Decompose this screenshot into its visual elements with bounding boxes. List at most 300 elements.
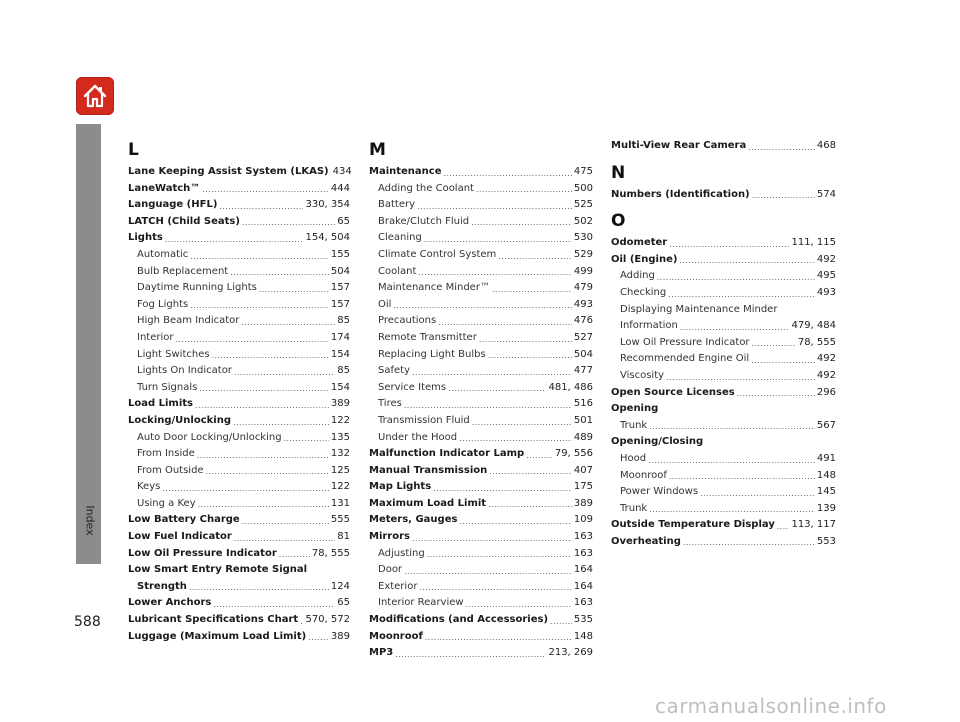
- index-entry[interactable]: [128, 214, 350, 231]
- dot-leader: [213, 598, 335, 612]
- index-column-1: [128, 138, 350, 645]
- page-reference[interactable]: 157: [330, 298, 350, 310]
- index-entry[interactable]: [128, 264, 350, 281]
- index-entry[interactable]: [611, 351, 836, 368]
- index-term: Climate Control System: [378, 248, 497, 260]
- index-term: Door: [378, 564, 403, 576]
- index-entry[interactable]: [128, 496, 350, 513]
- dot-leader: [680, 321, 790, 335]
- page-reference[interactable]: 157: [330, 282, 350, 294]
- page-reference[interactable]: 78, 555: [797, 336, 836, 348]
- page-reference[interactable]: 504: [330, 265, 350, 277]
- index-term: Low Smart Entry Remote Signal: [128, 564, 308, 576]
- index-entry[interactable]: [369, 347, 593, 364]
- dot-leader: [488, 498, 572, 512]
- page-reference[interactable]: 502: [573, 215, 593, 227]
- dot-leader: [476, 183, 572, 197]
- index-entry[interactable]: [611, 534, 836, 551]
- section-heading: N: [611, 162, 626, 183]
- page-reference[interactable]: 154: [330, 348, 350, 360]
- dot-leader: [737, 387, 815, 401]
- section-heading: L: [128, 140, 139, 160]
- page-reference[interactable]: 481, 486: [548, 381, 593, 393]
- index-entry[interactable]: [128, 612, 350, 629]
- page-reference[interactable]: 389: [330, 398, 350, 410]
- page-reference[interactable]: 491: [816, 452, 836, 464]
- dot-leader: [233, 416, 329, 430]
- index-term: Information: [620, 320, 678, 332]
- index-term: Trunk: [620, 419, 648, 431]
- index-entry[interactable]: [128, 512, 350, 529]
- index-term: Locking/Unlocking: [128, 414, 231, 426]
- index-entry[interactable]: [128, 479, 350, 496]
- dot-leader: [308, 631, 329, 645]
- index-entry[interactable]: [128, 396, 350, 413]
- index-entry[interactable]: [611, 501, 836, 518]
- dot-leader: [425, 631, 572, 645]
- index-term: Using a Key: [137, 497, 196, 509]
- index-term: Trunk: [620, 502, 648, 514]
- index-entry[interactable]: [128, 629, 350, 646]
- dot-leader: [471, 216, 572, 230]
- index-entry[interactable]: [369, 413, 593, 430]
- page-reference[interactable]: 154: [330, 381, 350, 393]
- dot-leader: [479, 333, 572, 347]
- page-reference[interactable]: 475: [573, 166, 593, 177]
- index-entry[interactable]: [128, 413, 350, 430]
- dot-leader: [189, 581, 329, 595]
- dot-leader: [419, 581, 571, 595]
- index-term: Numbers (Identification): [611, 188, 750, 200]
- page-reference[interactable]: 122: [330, 414, 350, 426]
- index-term: Lights: [128, 232, 163, 244]
- dot-leader: [649, 420, 815, 434]
- dot-leader: [395, 648, 546, 662]
- page-reference[interactable]: 111, 115: [791, 237, 836, 249]
- index-entry[interactable]: [128, 529, 350, 546]
- index-term: Viscosity: [620, 369, 665, 381]
- dot-leader: [284, 432, 329, 446]
- index-entry[interactable]: [369, 297, 593, 314]
- dot-leader: [175, 333, 328, 347]
- index-term: LaneWatch™: [128, 182, 201, 194]
- index-term: Odometer: [611, 237, 668, 249]
- index-entry[interactable]: [611, 335, 836, 352]
- page-reference[interactable]: 468: [816, 140, 836, 151]
- dot-leader: [648, 454, 815, 468]
- page-reference[interactable]: 499: [573, 265, 593, 277]
- page-reference[interactable]: 122: [330, 481, 350, 493]
- index-entry[interactable]: [128, 247, 350, 264]
- index-entry[interactable]: [128, 181, 350, 198]
- dot-leader: [669, 470, 815, 484]
- index-term: Low Oil Pressure Indicator: [620, 336, 750, 348]
- dot-leader: [444, 167, 572, 181]
- index-term: Malfunction Indicator Lamp: [369, 448, 525, 460]
- index-entry[interactable]: [128, 579, 350, 596]
- dot-leader: [195, 399, 329, 413]
- index-entry[interactable]: [369, 280, 593, 297]
- page-reference[interactable]: 296: [816, 386, 836, 398]
- index-entry[interactable]: [611, 138, 836, 155]
- index-entry[interactable]: [369, 313, 593, 330]
- index-term: Adding the Coolant: [378, 182, 474, 194]
- index-term: Map Lights: [369, 481, 432, 493]
- index-term: Moonroof: [620, 469, 667, 481]
- index-term: Modifications (and Accessories): [369, 614, 549, 626]
- index-term: Cleaning: [378, 232, 422, 244]
- page-reference[interactable]: 493: [816, 286, 836, 298]
- page-reference[interactable]: 530: [573, 232, 593, 244]
- dot-leader: [668, 288, 815, 302]
- home-button[interactable]: [76, 77, 114, 115]
- index-entry[interactable]: [369, 396, 593, 413]
- index-entry[interactable]: [369, 612, 593, 629]
- index-entry[interactable]: [369, 330, 593, 347]
- dot-leader: [492, 283, 572, 297]
- index-term: Language (HFL): [128, 199, 218, 211]
- dot-leader: [206, 465, 329, 479]
- index-term: Remote Transmitter: [378, 331, 477, 343]
- dot-leader: [202, 183, 329, 197]
- index-entry[interactable]: [369, 529, 593, 546]
- index-tab[interactable]: [76, 124, 101, 564]
- index-tab-label: [80, 500, 100, 540]
- dot-leader: [489, 465, 572, 479]
- index-entry[interactable]: [369, 595, 593, 612]
- index-entry[interactable]: [369, 645, 593, 662]
- index-entry[interactable]: [369, 230, 593, 247]
- dot-leader: [679, 254, 814, 268]
- index-entry[interactable]: [369, 463, 593, 480]
- index-term: Outside Temperature Display: [611, 519, 775, 531]
- index-term: Strength: [137, 580, 187, 592]
- index-term: Keys: [137, 481, 161, 493]
- page-reference[interactable]: 476: [573, 315, 593, 327]
- index-term: Maintenance: [369, 166, 442, 177]
- index-entry[interactable]: [369, 264, 593, 281]
- page-reference[interactable]: 164: [573, 580, 593, 592]
- index-term: Precautions: [378, 315, 437, 327]
- dot-leader: [550, 615, 572, 629]
- dot-leader: [199, 382, 329, 396]
- page-reference[interactable]: 444: [330, 182, 350, 194]
- dot-leader: [219, 200, 303, 214]
- index-entry[interactable]: [611, 468, 836, 485]
- index-entry[interactable]: [369, 546, 593, 563]
- page-reference[interactable]: 85: [337, 315, 350, 327]
- page-reference[interactable]: 85: [337, 365, 350, 377]
- page-reference[interactable]: 124: [330, 580, 350, 592]
- index-term: Moonroof: [369, 630, 423, 642]
- page-reference[interactable]: 492: [816, 353, 836, 365]
- index-column-2: [369, 138, 593, 662]
- index-entry[interactable]: [611, 385, 836, 402]
- page-reference[interactable]: 174: [330, 331, 350, 343]
- index-entry[interactable]: [128, 546, 350, 563]
- page-reference[interactable]: 155: [330, 248, 350, 260]
- index-term: Low Battery Charge: [128, 514, 240, 526]
- dot-leader: [526, 449, 553, 463]
- index-entry[interactable]: [369, 496, 593, 513]
- page-reference[interactable]: 553: [816, 535, 836, 547]
- index-term: Lane Keeping Assist System (LKAS): [128, 166, 329, 177]
- index-entry[interactable]: [369, 363, 593, 380]
- page-reference[interactable]: 389: [330, 630, 350, 642]
- index-term: Multi-View Rear Camera: [611, 140, 747, 151]
- index-term: From Inside: [137, 448, 195, 460]
- page-reference[interactable]: 81: [337, 531, 350, 543]
- page-reference[interactable]: 163: [573, 597, 593, 609]
- index-term: Oil (Engine): [611, 253, 678, 265]
- section-heading: O: [611, 211, 626, 232]
- page-reference[interactable]: 213, 269: [548, 647, 593, 659]
- index-entry[interactable]: [128, 430, 350, 447]
- dot-leader: [427, 548, 572, 562]
- dot-leader: [752, 337, 796, 351]
- index-term: Manual Transmission: [369, 464, 488, 476]
- page-reference[interactable]: 154, 504: [305, 232, 350, 244]
- page-reference[interactable]: 516: [573, 398, 593, 410]
- dot-leader: [300, 615, 303, 629]
- index-term: Power Windows: [620, 486, 699, 498]
- page-reference[interactable]: 65: [337, 597, 350, 609]
- index-term: MP3: [369, 647, 394, 659]
- dot-leader: [190, 299, 329, 313]
- page-reference[interactable]: 163: [573, 547, 593, 559]
- index-entry[interactable]: [369, 181, 593, 198]
- page-reference[interactable]: 500: [573, 182, 593, 194]
- index-entry[interactable]: [611, 187, 836, 204]
- index-term: Overheating: [611, 535, 681, 547]
- page-reference[interactable]: 434: [332, 166, 352, 177]
- page-reference[interactable]: 527: [573, 331, 593, 343]
- page-reference[interactable]: 175: [573, 481, 593, 493]
- page-reference[interactable]: 495: [816, 270, 836, 282]
- page-reference[interactable]: 525: [573, 199, 593, 211]
- index-term: Interior Rearview: [378, 597, 464, 609]
- index-entry[interactable]: [128, 446, 350, 463]
- index-entry[interactable]: [369, 446, 593, 463]
- dot-leader: [433, 482, 572, 496]
- dot-leader: [424, 233, 572, 247]
- index-term: Exterior: [378, 580, 418, 592]
- dot-leader: [438, 316, 572, 330]
- dot-leader: [234, 532, 335, 546]
- index-entry[interactable]: [611, 451, 836, 468]
- watermark: carmanualsonline.info: [655, 694, 887, 718]
- index-term: Automatic: [137, 248, 189, 260]
- dot-leader: [230, 266, 329, 280]
- index-term: Bulb Replacement: [137, 265, 229, 277]
- index-term: Service Items: [378, 381, 447, 393]
- home-icon: [81, 82, 109, 110]
- index-term: Coolant: [378, 265, 417, 277]
- index-term: Displaying Maintenance Minder: [620, 303, 778, 315]
- index-term: Auto Door Locking/Unlocking: [137, 431, 282, 443]
- index-entry[interactable]: [369, 430, 593, 447]
- index-term: LATCH (Child Seats): [128, 215, 240, 227]
- index-entry[interactable]: [128, 347, 350, 364]
- index-term: Low Fuel Indicator: [128, 531, 232, 543]
- dot-leader: [190, 250, 329, 264]
- dot-leader: [700, 487, 815, 501]
- dot-leader: [412, 532, 572, 546]
- index-entry[interactable]: [369, 380, 593, 397]
- page-reference[interactable]: 139: [816, 502, 836, 514]
- index-entry[interactable]: [369, 562, 593, 579]
- index-term: Adding: [620, 270, 655, 282]
- index-entry[interactable]: [611, 434, 836, 451]
- dot-leader: [242, 216, 335, 230]
- index-term: Lower Anchors: [128, 597, 212, 609]
- index-entry[interactable]: [128, 297, 350, 314]
- dot-leader: [748, 141, 815, 155]
- dot-leader: [683, 536, 815, 550]
- page-reference[interactable]: 78, 555: [311, 547, 350, 559]
- index-term: Tires: [378, 398, 402, 410]
- page-reference[interactable]: 501: [573, 414, 593, 426]
- index-term: Hood: [620, 452, 647, 464]
- index-term: High Beam Indicator: [137, 315, 240, 327]
- page-reference[interactable]: 477: [573, 365, 593, 377]
- index-entry[interactable]: [369, 629, 593, 646]
- index-entry[interactable]: [611, 235, 836, 252]
- dot-leader: [669, 238, 789, 252]
- index-entry[interactable]: [611, 268, 836, 285]
- index-entry[interactable]: [128, 463, 350, 480]
- index-entry[interactable]: [611, 285, 836, 302]
- page-reference[interactable]: 493: [573, 298, 593, 310]
- index-entry[interactable]: [128, 363, 350, 380]
- index-label-text: Index: [83, 504, 97, 536]
- dot-leader: [198, 498, 329, 512]
- index-entry[interactable]: [128, 164, 350, 181]
- index-term: Safety: [378, 365, 410, 377]
- page-reference[interactable]: 389: [573, 497, 593, 509]
- dot-leader: [498, 250, 572, 264]
- page-reference[interactable]: 489: [573, 431, 593, 443]
- dot-leader: [657, 271, 815, 285]
- page-reference[interactable]: 135: [330, 431, 350, 443]
- index-entry[interactable]: [611, 418, 836, 435]
- page-reference[interactable]: 479, 484: [791, 320, 836, 332]
- page-reference[interactable]: 492: [816, 369, 836, 381]
- index-entry[interactable]: [369, 247, 593, 264]
- index-term: From Outside: [137, 464, 204, 476]
- dot-leader: [393, 299, 571, 313]
- page-reference[interactable]: 132: [330, 448, 350, 460]
- index-entry[interactable]: [611, 302, 836, 319]
- page-reference[interactable]: 113, 117: [791, 519, 836, 531]
- index-term: Brake/Clutch Fluid: [378, 215, 470, 227]
- dot-leader: [488, 349, 572, 363]
- index-entry[interactable]: [369, 164, 593, 181]
- index-term: Open Source Licenses: [611, 386, 735, 398]
- page-reference[interactable]: 148: [573, 630, 593, 642]
- index-entry[interactable]: [611, 318, 836, 335]
- page-reference[interactable]: 330, 354: [305, 199, 350, 211]
- page-reference[interactable]: 574: [816, 188, 836, 200]
- dot-leader: [279, 548, 310, 562]
- page-reference[interactable]: 407: [573, 464, 593, 476]
- page-reference[interactable]: 535: [573, 614, 593, 626]
- index-term: Opening: [611, 403, 659, 415]
- page-reference[interactable]: 125: [330, 464, 350, 476]
- index-entry[interactable]: [128, 562, 350, 579]
- index-entry[interactable]: [611, 484, 836, 501]
- dot-leader: [751, 354, 815, 368]
- index-entry[interactable]: [128, 197, 350, 214]
- index-entry[interactable]: [128, 313, 350, 330]
- index-entry[interactable]: [611, 368, 836, 385]
- index-entry[interactable]: [369, 214, 593, 231]
- index-term: Maintenance Minder™: [378, 282, 490, 294]
- page-reference[interactable]: 131: [330, 497, 350, 509]
- index-entry[interactable]: [369, 479, 593, 496]
- index-entry[interactable]: [611, 401, 836, 418]
- page-reference[interactable]: 567: [816, 419, 836, 431]
- index-entry[interactable]: [128, 380, 350, 397]
- dot-leader: [666, 371, 815, 385]
- index-term: Opening/Closing: [611, 436, 704, 448]
- dot-leader: [404, 565, 572, 579]
- index-term: Under the Hood: [378, 431, 458, 443]
- index-entry[interactable]: [369, 197, 593, 214]
- dot-leader: [752, 189, 815, 203]
- page-reference[interactable]: 479: [573, 282, 593, 294]
- index-term: Adjusting: [378, 547, 425, 559]
- index-entry[interactable]: [128, 280, 350, 297]
- page-reference[interactable]: 570, 572: [305, 614, 350, 626]
- page-reference[interactable]: 529: [573, 248, 593, 260]
- page-reference[interactable]: 164: [573, 564, 593, 576]
- dot-leader: [404, 399, 572, 413]
- dot-leader: [418, 266, 572, 280]
- dot-leader: [259, 283, 329, 297]
- index-entry[interactable]: [369, 579, 593, 596]
- index-term: Maximum Load Limit: [369, 497, 487, 509]
- index-entry[interactable]: [128, 330, 350, 347]
- dot-leader: [242, 515, 329, 529]
- index-term: Low Oil Pressure Indicator: [128, 547, 277, 559]
- index-term: Interior: [137, 331, 174, 343]
- section-heading: M: [369, 140, 386, 160]
- page-reference[interactable]: 79, 556: [554, 448, 593, 460]
- index-term: Load Limits: [128, 398, 194, 410]
- index-entry[interactable]: [611, 517, 836, 534]
- page-reference[interactable]: 148: [816, 469, 836, 481]
- dot-leader: [417, 200, 572, 214]
- page-reference[interactable]: 504: [573, 348, 593, 360]
- page-reference[interactable]: 109: [573, 514, 593, 526]
- index-term: Battery: [378, 199, 416, 211]
- page-reference[interactable]: 492: [816, 253, 836, 265]
- page-number: 588: [74, 614, 101, 630]
- index-entry[interactable]: [128, 595, 350, 612]
- index-term: Lights On Indicator: [137, 365, 232, 377]
- dot-leader: [234, 366, 335, 380]
- page-reference[interactable]: 163: [573, 531, 593, 543]
- index-entry[interactable]: [369, 512, 593, 529]
- dot-leader: [466, 598, 572, 612]
- dot-leader: [472, 416, 572, 430]
- page-reference[interactable]: 145: [816, 486, 836, 498]
- page-reference[interactable]: 555: [330, 514, 350, 526]
- index-entry[interactable]: [611, 252, 836, 269]
- page-reference[interactable]: 65: [337, 215, 350, 227]
- index-entry[interactable]: [128, 230, 350, 247]
